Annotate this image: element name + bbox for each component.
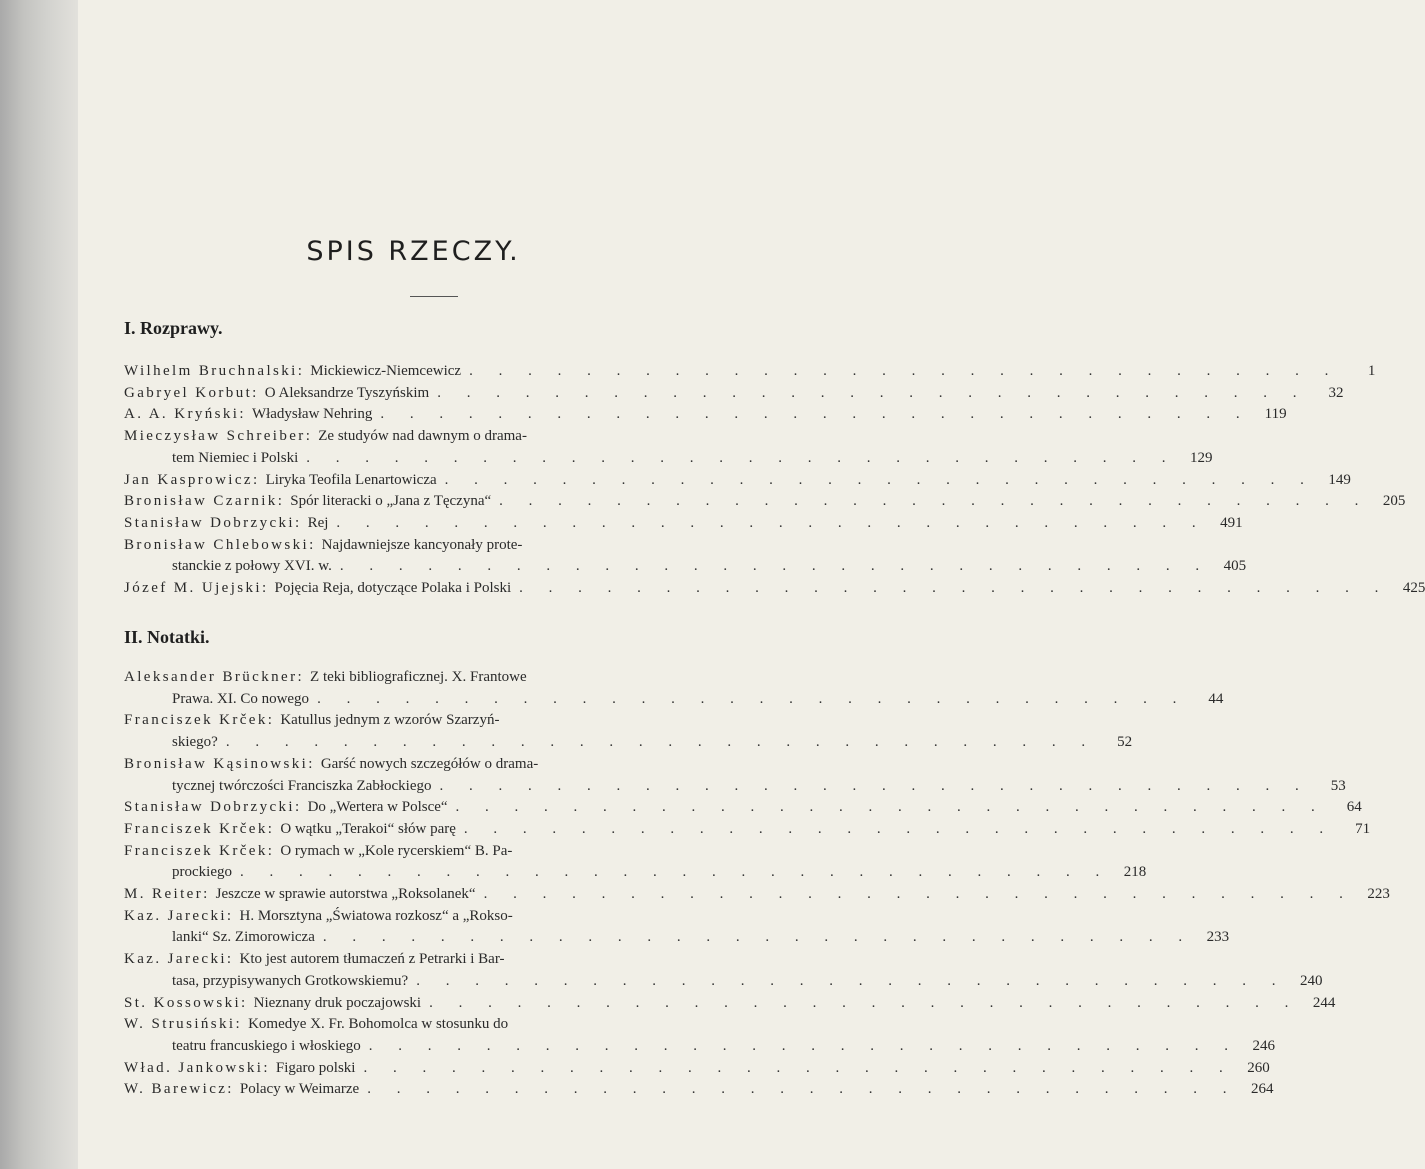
entry-page-number: 405 bbox=[1223, 558, 1247, 575]
entry-title: lanki“ Sz. Zimorowicza bbox=[172, 929, 315, 946]
toc-entry-line bbox=[124, 710, 747, 732]
entry-author: Mieczysław Schreiber: bbox=[124, 428, 313, 445]
dot-leader: . . . . . . . . . . . . . . . . . . . . . . . . . . . . . . bbox=[367, 1081, 1238, 1098]
entry-title: skiego? bbox=[172, 734, 218, 751]
toc-entry-line bbox=[124, 578, 1425, 600]
entry-author: Franciszek Krček: bbox=[124, 820, 275, 837]
entry-page-number: 32 bbox=[1328, 384, 1344, 401]
toc-entry-line bbox=[124, 754, 747, 776]
toc-entry-line bbox=[124, 993, 1336, 1015]
entry-page-number: 246 bbox=[1252, 1037, 1275, 1054]
entry-title: Nieznany druk poczajowski bbox=[253, 994, 422, 1011]
toc-entry bbox=[124, 404, 1287, 426]
toc-entry-continuation bbox=[124, 862, 1147, 884]
toc-entry-line bbox=[124, 513, 1243, 535]
entry-title: Ze studyów nad dawnym o drama- bbox=[318, 428, 527, 445]
entry-author: Franciszek Krček: bbox=[124, 712, 275, 729]
entry-author: Aleksander Brückner: bbox=[124, 669, 305, 685]
dot-leader: . . . . . . . . . . . . . . . . . . . . . . . . . . . . . . bbox=[225, 734, 1097, 751]
entry-title: Do „Wertera w Polsce“ bbox=[307, 799, 448, 816]
toc-entry-line bbox=[124, 949, 747, 971]
dot-leader: . . . . . . . . . . . . . . . . . . . . . . . . . . . . . . bbox=[455, 799, 1326, 816]
dot-leader: . . . . . . . . . . . . . . . . . . . . . . . . . . . . . . bbox=[439, 777, 1310, 794]
toc-entry-line bbox=[124, 491, 1406, 513]
entry-author: Wilhelm Bruchnalski: bbox=[124, 363, 305, 379]
entry-author: Bronisław Chlebowski: bbox=[124, 536, 316, 553]
dot-leader: . . . . . . . . . . . . . . . . . . . . . . . . . . . . . . bbox=[483, 886, 1354, 903]
entry-author: Stanisław Dobrzycki: bbox=[124, 514, 302, 531]
toc-entry bbox=[124, 1058, 1270, 1080]
entry-title: stanckie z połowy XVI. w. bbox=[172, 558, 332, 575]
entry-title: Spór literacki o „Jana z Tęczyna“ bbox=[290, 493, 492, 510]
dot-leader: . . . . . . . . . . . . . . . . . . . . . . . . . . . . . . bbox=[306, 449, 1177, 466]
entry-title: O wątku „Terakoi“ słów parę bbox=[280, 820, 456, 837]
entry-author: Kaz. Jarecki: bbox=[124, 951, 234, 968]
entry-title: Z teki bibliograficznej. X. Frantowe bbox=[310, 669, 527, 685]
entry-author: Wład. Jankowski: bbox=[124, 1059, 270, 1076]
entry-page-number: 64 bbox=[1346, 799, 1362, 816]
toc-entry-continuation bbox=[124, 448, 1213, 470]
section-heading-rozprawy: I. Rozprawy. bbox=[124, 318, 223, 338]
toc-entry-line bbox=[124, 404, 1287, 426]
entry-title: Władysław Nehring bbox=[251, 406, 373, 423]
dot-leader: . . . . . . . . . . . . . . . . . . . . . . . . . . . . . . bbox=[317, 690, 1188, 707]
entry-title: Figaro polski bbox=[275, 1059, 356, 1076]
entry-title: O Aleksandrze Tyszyńskim bbox=[264, 384, 430, 401]
entry-page-number: 1 bbox=[1367, 363, 1376, 379]
toc-entry-line bbox=[124, 906, 747, 928]
dot-leader: . . . . . . . . . . . . . . . . . . . . . . . . . . . . . . bbox=[239, 864, 1111, 881]
toc-entry bbox=[124, 578, 1425, 600]
toc-entry-line bbox=[124, 1058, 1270, 1080]
entry-page-number: 223 bbox=[1367, 886, 1390, 903]
dot-leader: . . . . . . . . . . . . . . . . . . . . . . . . . . . . . . bbox=[437, 384, 1308, 401]
toc-entry-line bbox=[124, 884, 1390, 906]
entry-author: M. Reiter: bbox=[124, 886, 210, 903]
entry-page-number: 205 bbox=[1382, 493, 1406, 510]
entry-author: Bronisław Kąsinowski: bbox=[124, 755, 315, 772]
toc-entry bbox=[124, 754, 1346, 797]
toc-entry-line bbox=[124, 667, 747, 689]
toc-entry-line bbox=[124, 383, 1344, 405]
entry-author: W. Strusiński: bbox=[124, 1016, 243, 1033]
toc-list-rozprawy bbox=[124, 361, 1425, 600]
entry-title: Pojęcia Reja, dotyczące Polaka i Polski bbox=[274, 580, 512, 597]
toc-entry-continuation bbox=[124, 971, 1323, 993]
toc-entry bbox=[124, 667, 1224, 710]
entry-author: Bronisław Czarnik: bbox=[124, 493, 285, 510]
toc-entry bbox=[124, 949, 1323, 992]
entry-author: Jan Kasprowicz: bbox=[124, 471, 260, 488]
dot-leader: . . . . . . . . . . . . . . . . . . . . . . . . . . . . . . bbox=[429, 994, 1300, 1011]
dot-leader: . . . . . . . . . . . . . . . . . . . . . . . . . . . . . . bbox=[380, 406, 1251, 423]
toc-entry bbox=[124, 1079, 1274, 1101]
entry-title: Polacy w Weimarze bbox=[239, 1081, 360, 1098]
entry-title: teatru francuskiego i włoskiego bbox=[172, 1037, 361, 1054]
toc-entry bbox=[124, 535, 1247, 578]
toc-entry bbox=[124, 993, 1336, 1015]
entry-title: Prawa. XI. Co nowego bbox=[172, 690, 310, 707]
entry-page-number: 52 bbox=[1117, 734, 1133, 751]
dot-leader: . . . . . . . . . . . . . . . . . . . . . . . . . . . . . . bbox=[363, 1059, 1234, 1076]
dot-leader: . . . . . . . . . . . . . . . . . . . . . . . . . . . . . . bbox=[416, 972, 1287, 989]
entry-title: Rej bbox=[307, 514, 329, 531]
entry-title: Kto jest autorem tłumaczeń z Petrarki i Bar- bbox=[239, 951, 505, 968]
entry-title: Liryka Teofila Lenartowicza bbox=[265, 471, 437, 488]
toc-entry-line bbox=[124, 426, 747, 448]
toc-entry-continuation bbox=[124, 732, 1133, 754]
entry-author: Stanisław Dobrzycki: bbox=[124, 799, 302, 816]
dot-leader: . . . . . . . . . . . . . . . . . . . . . . . . . . . . . . bbox=[339, 558, 1211, 575]
entry-author: A. A. Kryński: bbox=[124, 406, 246, 423]
toc-entry bbox=[124, 426, 1213, 469]
entry-page-number: 119 bbox=[1264, 406, 1287, 423]
entry-page-number: 53 bbox=[1330, 777, 1346, 794]
toc-entry-line bbox=[124, 797, 1362, 819]
entry-author: W. Barewicz: bbox=[124, 1081, 234, 1098]
dot-leader: . . . . . . . . . . . . . . . . . . . . . . . . . . . . . . bbox=[463, 820, 1335, 837]
entry-title: O rymach w „Kole rycerskiem“ B. Pa- bbox=[280, 842, 513, 859]
entry-page-number: 149 bbox=[1328, 471, 1351, 488]
dot-leader: . . . . . . . . . . . . . . . . . . . . . . . . . . . . . . bbox=[469, 363, 1340, 379]
entry-page-number: 425 bbox=[1402, 580, 1425, 597]
entry-page-number: 264 bbox=[1250, 1081, 1274, 1098]
entry-title: Najdawniejsze kancyonały prote- bbox=[321, 536, 523, 553]
entry-author: Franciszek Krček: bbox=[124, 842, 275, 859]
entry-title: H. Morsztyna „Światowa rozkosz“ a „Rokso- bbox=[239, 907, 513, 924]
toc-entry bbox=[124, 710, 1133, 753]
dot-leader: . . . . . . . . . . . . . . . . . . . . . . . . . . . . . . bbox=[519, 580, 1390, 597]
entry-page-number: 260 bbox=[1247, 1059, 1270, 1076]
toc-entry-line bbox=[124, 1079, 1274, 1101]
toc-entry-line bbox=[124, 535, 747, 557]
entry-page-number: 233 bbox=[1206, 929, 1230, 946]
entry-page-number: 240 bbox=[1299, 972, 1323, 989]
toc-entry bbox=[124, 470, 1351, 492]
entry-title: Komedye X. Fr. Bohomolca w stosunku do bbox=[248, 1016, 509, 1033]
entry-page-number: 129 bbox=[1189, 449, 1213, 466]
entry-title: tasa, przypisywanych Grotkowskiemu? bbox=[172, 972, 409, 989]
toc-entry bbox=[124, 906, 1230, 949]
entry-page-number: 44 bbox=[1208, 690, 1224, 707]
entry-title: tem Niemiec i Polski bbox=[172, 449, 299, 466]
toc-entry bbox=[124, 491, 1406, 513]
dot-leader: . . . . . . . . . . . . . . . . . . . . . . . . . . . . . . bbox=[368, 1037, 1239, 1054]
toc-entry-continuation bbox=[124, 556, 1247, 578]
section-heading-notatki: II. Notatki. bbox=[124, 627, 210, 647]
toc-entry-continuation bbox=[124, 776, 1346, 798]
page-title: SPIS RZECZY. bbox=[306, 236, 521, 267]
toc-entry-line bbox=[124, 819, 1371, 841]
toc-entry-line bbox=[124, 361, 1376, 383]
toc-entry bbox=[124, 1014, 1275, 1057]
toc-entry bbox=[124, 797, 1362, 819]
toc-entry-line bbox=[124, 841, 747, 863]
entry-title: Jeszcze w sprawie autorstwa „Roksolanek“ bbox=[215, 886, 476, 903]
entry-author: Kaz. Jarecki: bbox=[124, 907, 234, 924]
entry-page-number: 244 bbox=[1312, 994, 1336, 1011]
entry-author: Józef M. Ujejski: bbox=[124, 580, 269, 597]
entry-page-number: 491 bbox=[1220, 514, 1243, 531]
toc-entry bbox=[124, 884, 1390, 906]
dot-leader: . . . . . . . . . . . . . . . . . . . . . . . . . . . . . . bbox=[322, 929, 1194, 946]
entry-title: prockiego bbox=[172, 864, 232, 881]
toc-entry bbox=[124, 513, 1243, 535]
toc-entry bbox=[124, 841, 1147, 884]
toc-list-notatki bbox=[124, 667, 1390, 1101]
entry-title: Mickiewicz-Niemcewicz bbox=[310, 363, 462, 379]
dot-leader: . . . . . . . . . . . . . . . . . . . . . . . . . . . . . . bbox=[444, 471, 1315, 488]
entry-author: St. Kossowski: bbox=[124, 994, 248, 1011]
toc-entry bbox=[124, 383, 1344, 405]
toc-entry bbox=[124, 819, 1371, 841]
toc-entry-continuation bbox=[124, 1036, 1275, 1058]
dot-leader: . . . . . . . . . . . . . . . . . . . . . . . . . . . . . . bbox=[336, 514, 1207, 531]
entry-page-number: 218 bbox=[1123, 864, 1147, 881]
dot-leader: . . . . . . . . . . . . . . . . . . . . . . . . . . . . . . bbox=[499, 493, 1370, 510]
toc-entry bbox=[124, 361, 1376, 383]
entry-title: Katullus jednym z wzorów Szarzyń- bbox=[280, 712, 500, 729]
toc-entry-line bbox=[124, 1014, 747, 1036]
entry-title: Garść nowych szczegółów o drama- bbox=[320, 755, 539, 772]
entry-author: Gabryel Korbut: bbox=[124, 384, 259, 401]
entry-title: tycznej twórczości Franciszka Zabłockiego bbox=[172, 777, 432, 794]
toc-entry-line bbox=[124, 470, 1351, 492]
entry-page-number: 71 bbox=[1355, 820, 1371, 837]
toc-entry-continuation bbox=[124, 927, 1230, 949]
toc-entry-continuation bbox=[124, 689, 1224, 711]
title-divider bbox=[410, 296, 458, 297]
